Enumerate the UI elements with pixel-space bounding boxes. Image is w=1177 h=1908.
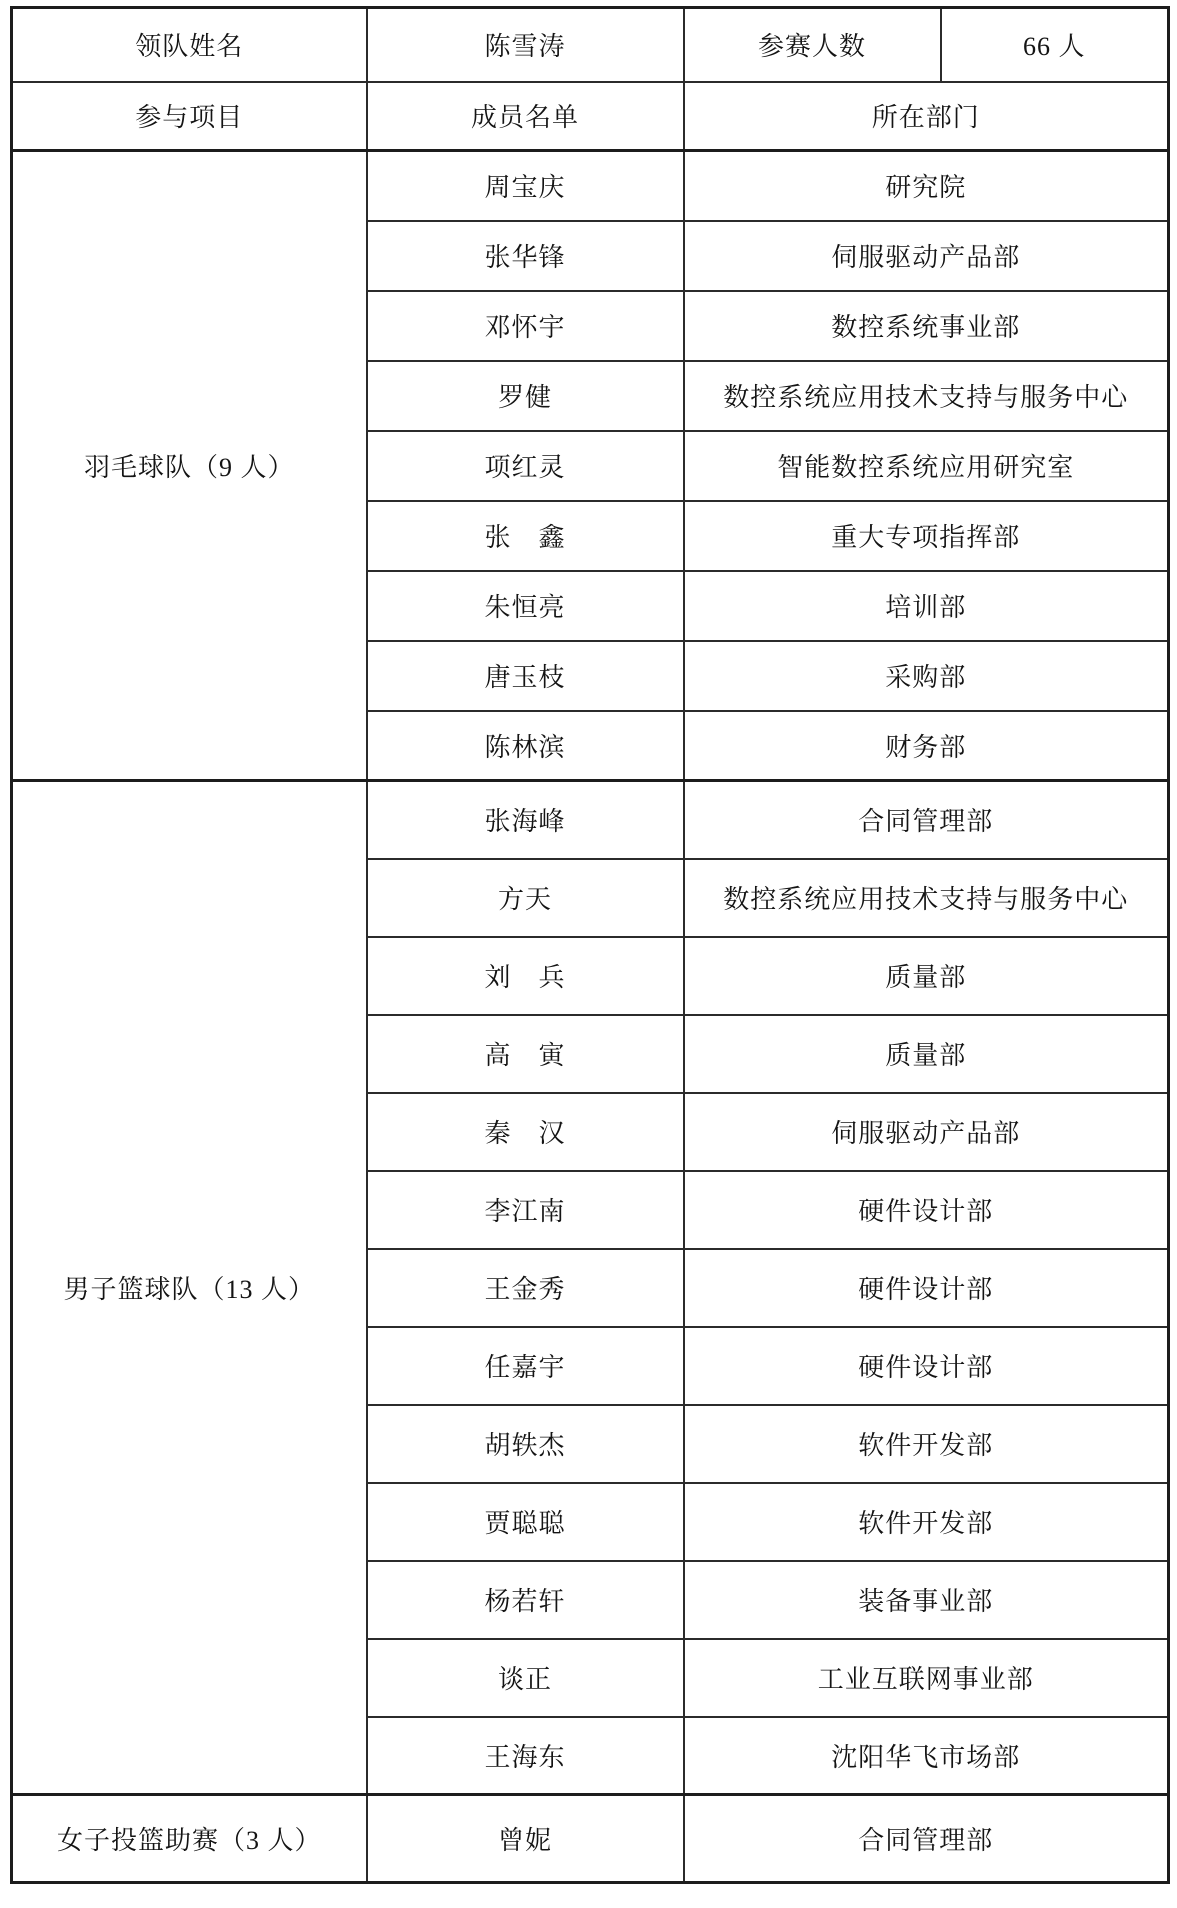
column-header-project: 参与项目 (12, 82, 367, 151)
project-group-cell: 女子投篮助赛（3 人） (12, 1795, 367, 1883)
member-department-cell: 软件开发部 (684, 1483, 1169, 1561)
member-name-cell: 高 寅 (367, 1015, 684, 1093)
member-name-cell: 任嘉宇 (367, 1327, 684, 1405)
column-header-department: 所在部门 (684, 82, 1169, 151)
member-row (12, 1795, 1169, 1883)
member-department-cell: 数控系统应用技术支持与服务中心 (684, 361, 1169, 431)
member-name-cell: 李江南 (367, 1171, 684, 1249)
member-department-cell: 合同管理部 (684, 1795, 1169, 1883)
member-row (12, 151, 1169, 221)
member-department-cell: 数控系统应用技术支持与服务中心 (684, 859, 1169, 937)
member-name-cell: 朱恒亮 (367, 571, 684, 641)
member-department-cell: 硬件设计部 (684, 1249, 1169, 1327)
member-name-cell: 贾聪聪 (367, 1483, 684, 1561)
member-department-cell: 质量部 (684, 1015, 1169, 1093)
leader-name-value: 陈雪涛 (367, 8, 684, 82)
member-name-cell: 胡轶杰 (367, 1405, 684, 1483)
member-department-cell: 财务部 (684, 711, 1169, 781)
member-name-cell: 张 鑫 (367, 501, 684, 571)
member-department-cell: 培训部 (684, 571, 1169, 641)
member-department-cell: 软件开发部 (684, 1405, 1169, 1483)
member-department-cell: 智能数控系统应用研究室 (684, 431, 1169, 501)
member-name-cell: 邓怀宇 (367, 291, 684, 361)
document-page (0, 6, 1177, 1908)
member-name-cell: 张华锋 (367, 221, 684, 291)
member-name-cell: 曾妮 (367, 1795, 684, 1883)
member-name-cell: 方天 (367, 859, 684, 937)
member-row (12, 781, 1169, 859)
leader-row (12, 8, 1169, 82)
member-department-cell: 数控系统事业部 (684, 291, 1169, 361)
member-department-cell: 伺服驱动产品部 (684, 221, 1169, 291)
member-department-cell: 装备事业部 (684, 1561, 1169, 1639)
member-name-cell: 秦 汉 (367, 1093, 684, 1171)
member-department-cell: 硬件设计部 (684, 1171, 1169, 1249)
member-name-cell: 刘 兵 (367, 937, 684, 1015)
member-department-cell: 研究院 (684, 151, 1169, 221)
member-name-cell: 周宝庆 (367, 151, 684, 221)
column-header-row (12, 82, 1169, 151)
team-roster-table (10, 6, 1170, 1884)
member-department-cell: 质量部 (684, 937, 1169, 1015)
participant-count-label: 参赛人数 (684, 8, 941, 82)
member-department-cell: 硬件设计部 (684, 1327, 1169, 1405)
member-name-cell: 罗健 (367, 361, 684, 431)
member-name-cell: 张海峰 (367, 781, 684, 859)
column-header-member: 成员名单 (367, 82, 684, 151)
member-name-cell: 项红灵 (367, 431, 684, 501)
participant-count-value: 66 人 (941, 8, 1169, 82)
member-department-cell: 重大专项指挥部 (684, 501, 1169, 571)
member-name-cell: 杨若轩 (367, 1561, 684, 1639)
leader-name-label: 领队姓名 (12, 8, 367, 82)
project-group-cell: 男子篮球队（13 人） (12, 781, 367, 1795)
member-department-cell: 采购部 (684, 641, 1169, 711)
member-name-cell: 唐玉枝 (367, 641, 684, 711)
project-group-cell: 羽毛球队（9 人） (12, 151, 367, 781)
member-name-cell: 谈正 (367, 1639, 684, 1717)
member-department-cell: 沈阳华飞市场部 (684, 1717, 1169, 1795)
member-name-cell: 王海东 (367, 1717, 684, 1795)
member-department-cell: 合同管理部 (684, 781, 1169, 859)
member-name-cell: 陈林滨 (367, 711, 684, 781)
member-name-cell: 王金秀 (367, 1249, 684, 1327)
member-department-cell: 伺服驱动产品部 (684, 1093, 1169, 1171)
member-department-cell: 工业互联网事业部 (684, 1639, 1169, 1717)
